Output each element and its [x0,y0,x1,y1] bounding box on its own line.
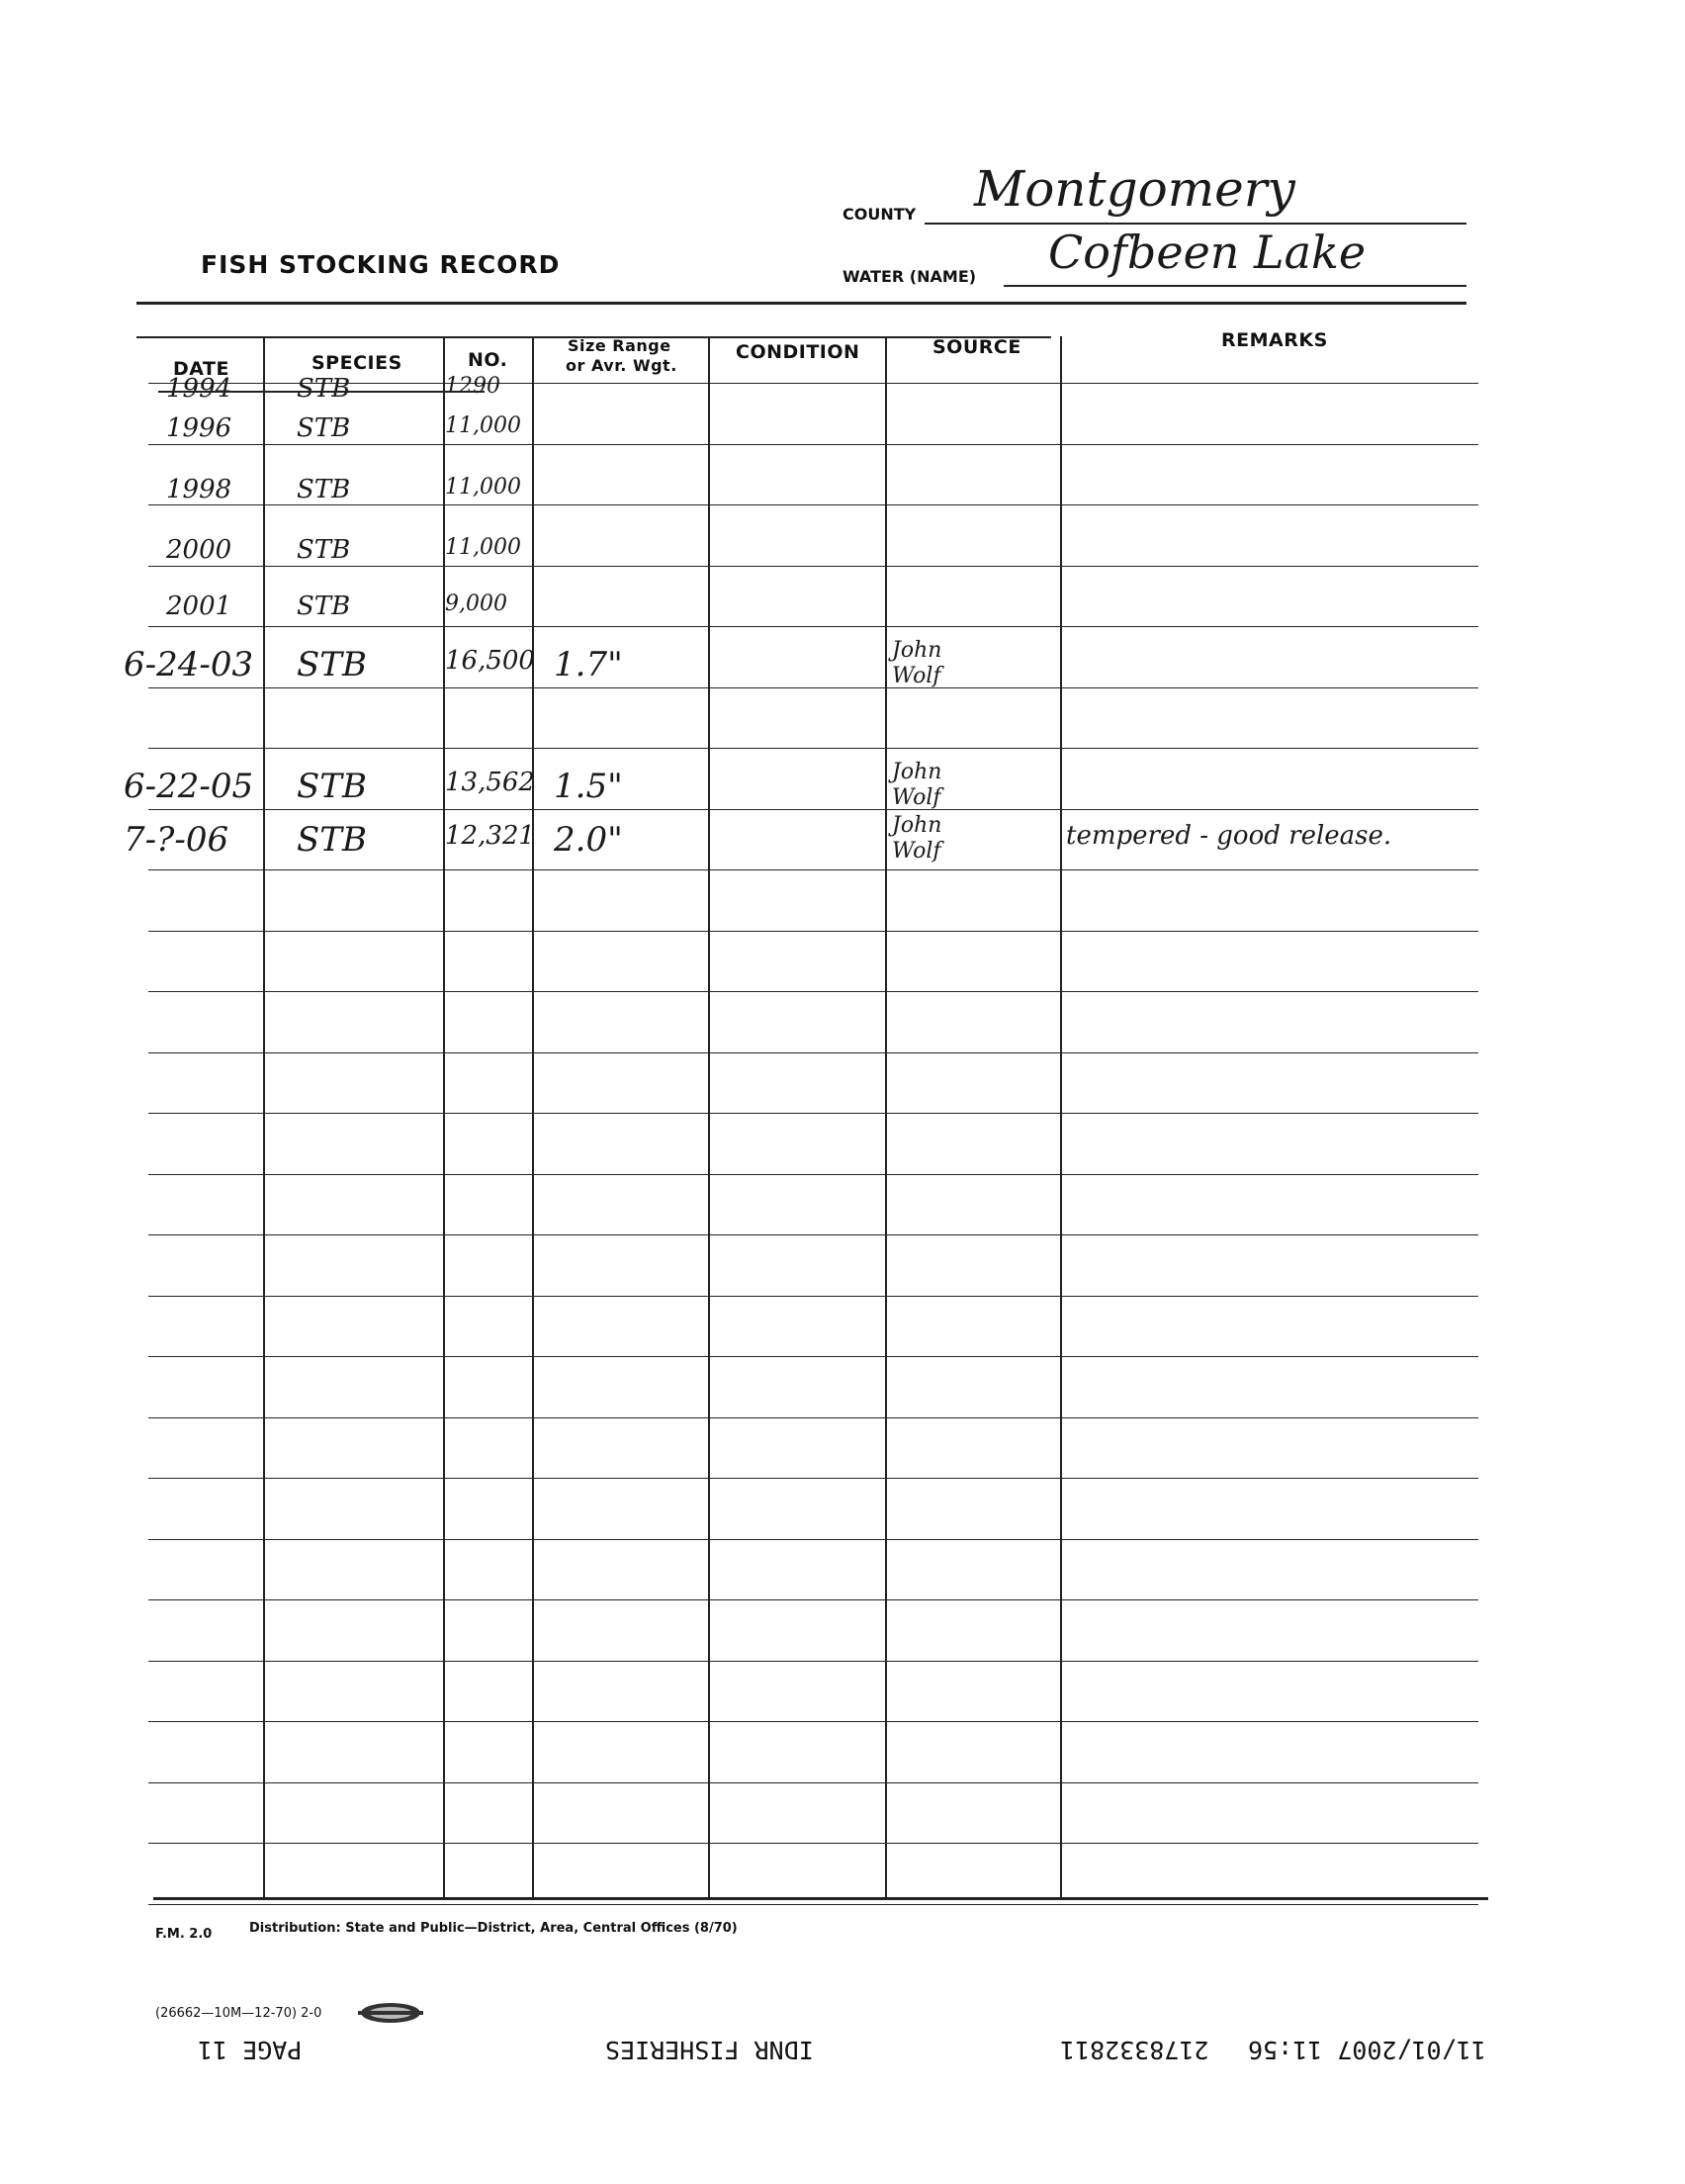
print-code: (26662—10M—12-70) 2-0 [155,2006,322,2021]
row-rule [148,991,1478,992]
county-value: Montgomery [974,160,1295,218]
row-rule [148,1539,1478,1540]
cell-number: 11,000 [445,535,521,560]
fax-sender: IDNR FISHERIES [605,2036,814,2064]
row-rule [148,1904,1478,1905]
cell-species: STB [297,645,367,684]
row-rule [148,687,1478,688]
column-divider [532,336,534,1897]
cell-date: 2001 [166,592,232,621]
row-rule [148,1113,1478,1114]
row-rule [148,1234,1478,1235]
cell-number: 12,321 [445,821,535,851]
cell-species: STB [297,475,351,504]
fax-page: PAGE 11 [198,2036,303,2064]
row-rule [148,869,1478,870]
cell-source: John Wolf [892,813,942,864]
fax-phone: 2178332811 [1060,2036,1209,2064]
cell-size: 2.0" [554,820,623,860]
cell-source: John Wolf [892,760,942,810]
row-rule [148,748,1478,749]
cell-number: 11,000 [445,413,521,438]
distribution-note: Distribution: State and Public—District, Area, Central Offices (8/70) [249,1921,738,1936]
row-rule [148,1417,1478,1418]
form-title: FISH STOCKING RECORD [201,250,561,279]
cell-date: 1996 [166,413,232,443]
cell-remarks: tempered - good release. [1066,821,1392,851]
cell-species: STB [297,374,351,404]
col-header-remarks: REMARKS [1221,329,1328,351]
row-rule [148,504,1478,505]
cell-species: STB [297,767,367,806]
cell-size: 1.7" [554,645,623,684]
cell-number: 11,000 [445,475,521,500]
cell-source: John Wolf [892,638,942,688]
row-rule [148,809,1478,810]
row-rule [148,1782,1478,1783]
cell-species: STB [297,413,351,443]
col-header-species: SPECIES [311,352,402,374]
cell-species: STB [297,535,351,565]
column-divider [443,336,445,1897]
col-header-size-1: Size Range [568,336,671,355]
cell-date: 7-?-06 [124,820,229,860]
county-label: COUNTY [842,205,917,224]
row-rule [148,1052,1478,1053]
column-divider [708,336,710,1897]
column-divider [263,336,265,1897]
row-rule [148,444,1478,445]
row-rule [148,1661,1478,1662]
row-rule [148,1721,1478,1722]
row-rule [148,1296,1478,1297]
cell-species: STB [297,592,351,621]
union-label-logo [354,2000,427,2026]
cell-number: 1290 [445,374,500,399]
cell-date: 1994 [166,374,232,404]
row-rule [148,626,1478,627]
cell-date: 2000 [166,535,232,565]
table-bottom-rule [153,1897,1488,1900]
row-rule [148,1174,1478,1175]
cell-date: 6-24-03 [124,645,254,684]
col-header-source: SOURCE [932,336,1021,358]
strikethrough-line [158,391,485,393]
cell-date: 1998 [166,475,232,504]
column-divider [1060,336,1062,1897]
row-rule [148,931,1478,932]
row-rule [148,1478,1478,1479]
col-header-no: NO. [468,349,508,371]
cell-date: 6-22-05 [124,767,254,806]
row-rule [148,1356,1478,1357]
form-number: F.M. 2.0 [155,1927,213,1942]
row-rule [148,566,1478,567]
col-header-date: DATE [173,358,229,380]
water-label: WATER (NAME) [842,267,977,286]
cell-size: 1.5" [554,767,623,806]
cell-number: 13,562 [445,768,535,797]
water-value: Cofbeen Lake [1048,226,1367,279]
cell-number: 16,500 [445,646,535,676]
column-divider [885,336,887,1897]
col-header-size-2: or Avr. Wgt. [566,356,677,375]
cell-species: STB [297,820,367,860]
fax-timestamp: 11/01/2007 11:56 [1248,2036,1486,2064]
row-rule [148,1843,1478,1844]
col-header-condition: CONDITION [736,341,860,363]
cell-number: 9,000 [445,592,507,616]
row-rule [148,1599,1478,1600]
